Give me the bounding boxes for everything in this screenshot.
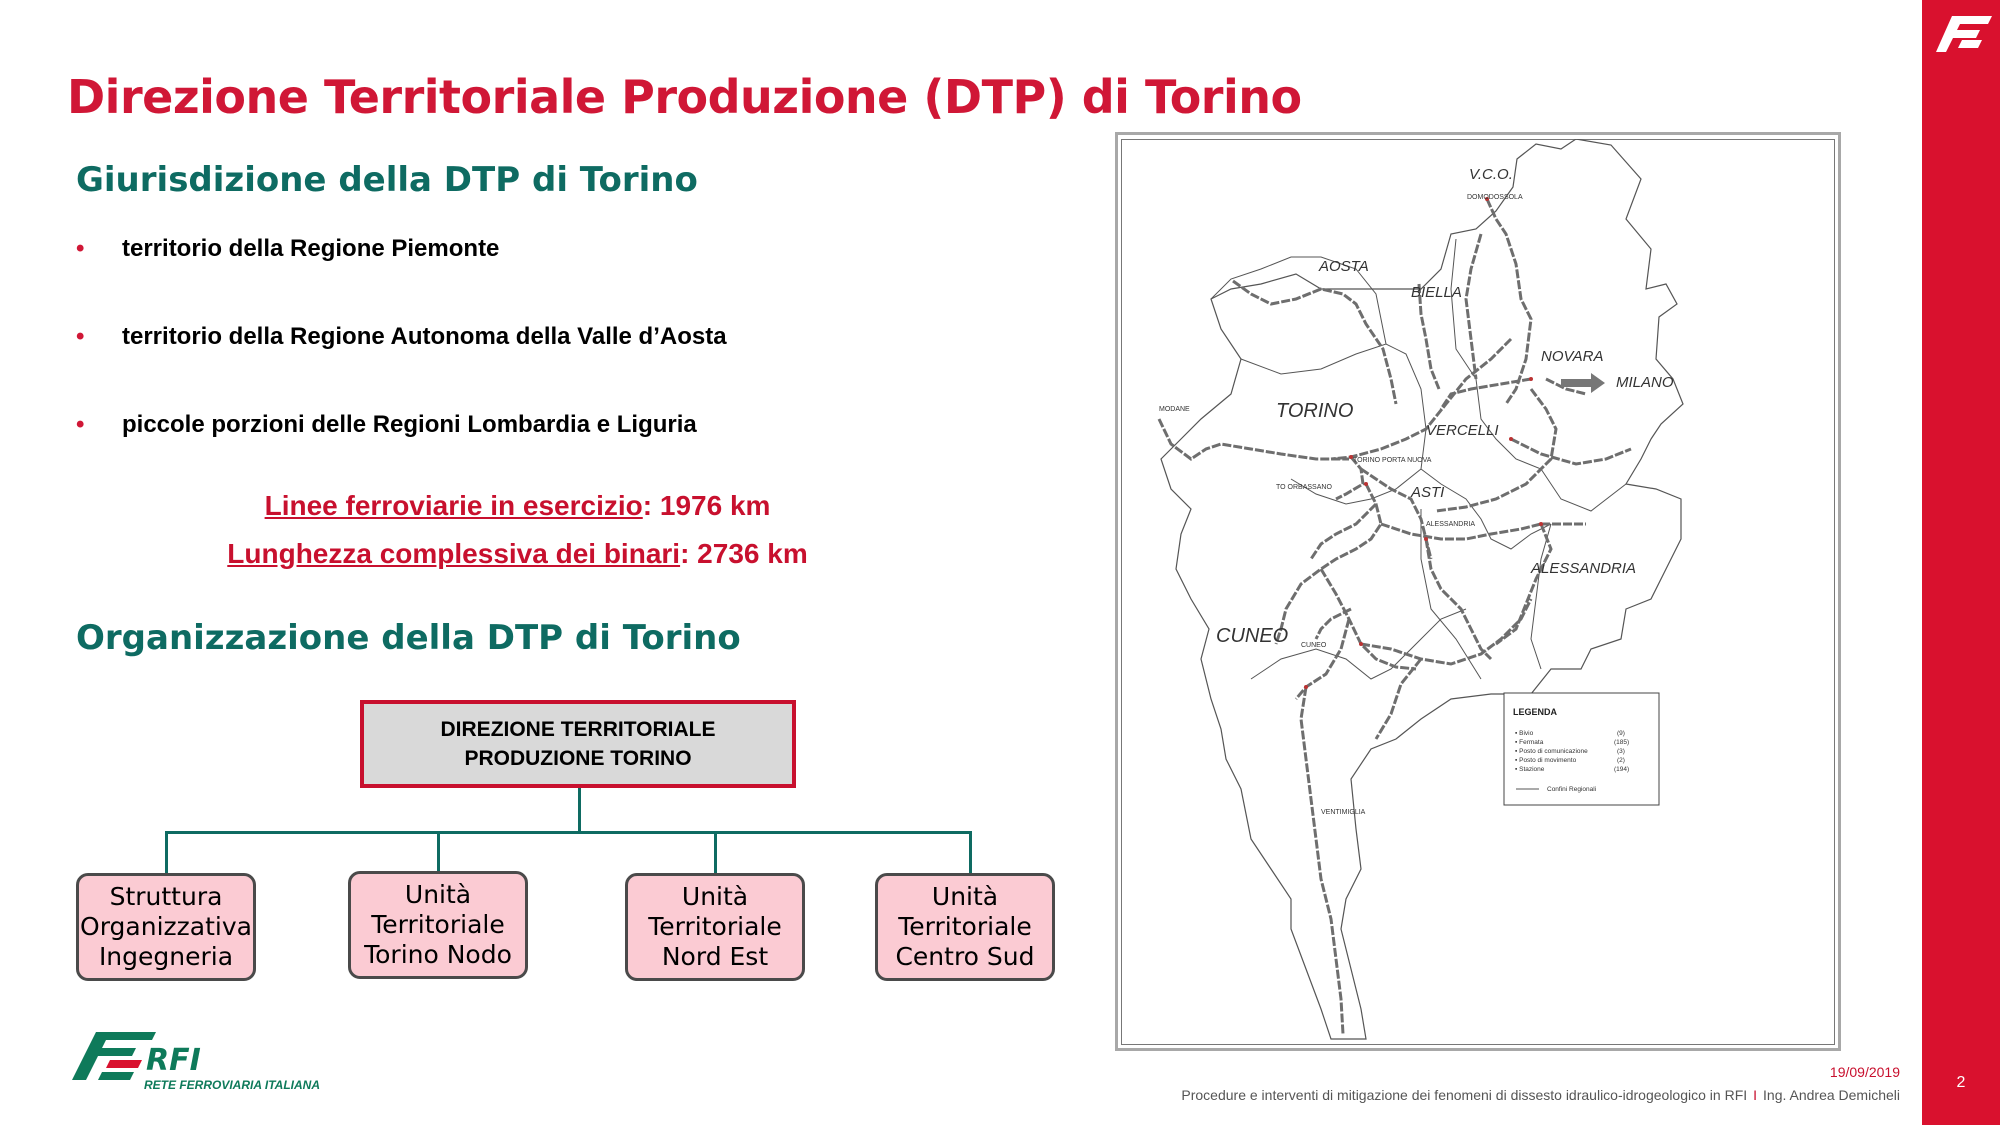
- unit-line: Unità: [931, 882, 999, 911]
- railway-line: [1376, 659, 1421, 739]
- railway-line: [1296, 619, 1349, 699]
- railway-line: [1466, 234, 1481, 379]
- railway-line: [1159, 419, 1349, 459]
- org-chart-head: [360, 700, 796, 788]
- org-connector: [714, 831, 717, 875]
- footer-date: 19/09/2019: [1829, 1064, 1900, 1080]
- org-head-line: PRODUZIONE TORINO: [464, 747, 692, 770]
- region-boundary: [1531, 524, 1551, 669]
- bullet-dot: •: [76, 323, 85, 350]
- unit-line: Territoriale: [371, 910, 505, 939]
- footer-title: Procedure e interventi di mitigazione dei fenomeni di dissesto idraulico-idrogeologico in RFI: [1181, 1087, 1748, 1103]
- unit-line: Centro Sud: [895, 942, 1035, 971]
- railway-line: [1426, 539, 1491, 659]
- bullet-text: piccole porzioni delle Regioni Lombardia e Liguria: [122, 411, 697, 438]
- stat-label: Linee ferroviarie in esercizio: [264, 490, 643, 521]
- stat-tracks-km: [0, 538, 1035, 570]
- brand-sidebar: [1922, 0, 2000, 1125]
- unit-line: Unità: [404, 880, 472, 909]
- section-heading-jurisdiction: Giurisdizione della DTP di Torino: [76, 160, 698, 200]
- map-region-label: MILANO: [1616, 374, 1674, 391]
- svg-text:(3): (3): [1617, 748, 1625, 755]
- stat-value: : 1976 km: [642, 490, 771, 521]
- map-city-label: VENTIMIGLIA: [1321, 809, 1366, 816]
- org-connector: [165, 831, 972, 834]
- unit-line: Nord Est: [661, 942, 769, 971]
- svg-text:(194): (194): [1614, 766, 1630, 773]
- bullet-text: territorio della Regione Autonoma della Valle d’Aosta: [122, 323, 727, 350]
- bullet-dot: •: [76, 235, 85, 262]
- railway-line: [1321, 569, 1416, 669]
- org-connector: [578, 788, 581, 832]
- rfi-logo: [66, 1030, 366, 1095]
- stat-value: : 2736 km: [680, 538, 808, 569]
- unit-line: Struttura: [109, 882, 223, 911]
- region-boundary: [1161, 139, 1683, 1039]
- railway-map: [1121, 139, 1835, 1045]
- legend-item: ▪ Posto di comunicazione: [1515, 748, 1588, 755]
- map-city-label: CUNEO: [1301, 642, 1327, 649]
- map-region-label: TORINO: [1276, 400, 1354, 422]
- footer-separator: I: [1753, 1087, 1758, 1103]
- footer-caption: [1181, 1087, 1900, 1103]
- map-region-label: V.C.O.: [1469, 166, 1513, 183]
- org-connector: [165, 831, 168, 875]
- slide-number: 2: [1956, 1074, 1966, 1091]
- section-heading-organization: Organizzazione della DTP di Torino: [76, 618, 741, 658]
- map-region-label: VERCELLI: [1426, 422, 1499, 439]
- org-connector: [969, 831, 972, 875]
- map-region-label: ALESSANDRIA: [1531, 560, 1637, 577]
- legend-boundary: Confini Regionali: [1547, 786, 1597, 793]
- map-region-label: BIELLA: [1411, 284, 1462, 301]
- map-region-label: NOVARA: [1541, 348, 1604, 365]
- rfi-logo-name: RFI: [146, 1043, 201, 1078]
- unit-line: Unità: [681, 882, 749, 911]
- unit-line: Territoriale: [898, 912, 1032, 941]
- unit-line: Territoriale: [648, 912, 782, 941]
- stat-lines-km: [0, 490, 1035, 522]
- bullet-item: [76, 235, 499, 263]
- railway-line: [1301, 687, 1343, 1034]
- railway-line: [1511, 439, 1631, 464]
- map-city-label: ALESSANDRIA: [1426, 521, 1476, 528]
- legend-item: ▪ Posto di movimento: [1515, 757, 1577, 764]
- svg-text:(185): (185): [1614, 739, 1630, 746]
- page-title: Direzione Territoriale Produzione (DTP) di Torino: [67, 70, 1302, 124]
- railway-line: [1361, 599, 1531, 664]
- rfi-logo-subtitle: RETE FERROVIARIA ITALIANA: [144, 1078, 320, 1092]
- region-boundary: [1421, 509, 1481, 679]
- bullet-dot: •: [76, 411, 85, 438]
- railway-line: [1233, 281, 1396, 404]
- railway-line: [1311, 504, 1376, 559]
- railway-line: [1487, 199, 1531, 404]
- stat-label: Lunghezza complessiva dei binari: [227, 538, 681, 569]
- map-city-label: TO ORBASSANO: [1276, 484, 1332, 491]
- org-unit-engineering: [76, 873, 256, 981]
- bullet-item: [76, 411, 697, 439]
- org-unit-centro-sud: [875, 873, 1055, 981]
- railway-line: [1496, 524, 1551, 644]
- legend-item: ▪ Stazione: [1515, 766, 1545, 773]
- svg-text:(2): (2): [1617, 757, 1625, 764]
- footer-author: Ing. Andrea Demicheli: [1763, 1087, 1900, 1103]
- legend-item: ▪ Fermata: [1515, 739, 1544, 746]
- fs-logo-icon: [1934, 10, 1994, 58]
- legend-item: ▪ Bivio: [1515, 730, 1534, 737]
- unit-line: Ingegneria: [98, 942, 234, 971]
- svg-text:(9): (9): [1617, 730, 1625, 737]
- map-region-label: CUNEO: [1216, 625, 1289, 647]
- map-city-label: DOMODOSSOLA: [1467, 194, 1523, 201]
- unit-line: Torino Nodo: [364, 940, 512, 969]
- legend-title: LEGENDA: [1513, 707, 1558, 717]
- bullet-text: territorio della Regione Piemonte: [122, 235, 500, 262]
- region-boundary: [1241, 344, 1426, 504]
- map-city-label: MODANE: [1159, 406, 1190, 413]
- unit-line: Organizzativa: [80, 912, 252, 941]
- org-head-line: DIREZIONE TERRITORIALE: [440, 718, 716, 741]
- railway-line: [1331, 339, 1511, 459]
- org-unit-nord-est: [625, 873, 805, 981]
- railway-line: [1436, 389, 1556, 511]
- org-unit-torino-nodo: [348, 871, 528, 979]
- org-connector: [437, 831, 440, 873]
- bullet-item: [76, 323, 727, 351]
- map-region-label: AOSTA: [1319, 258, 1369, 275]
- rfi-mark-icon: [72, 1032, 156, 1080]
- map-city-label: TORINO PORTA NUOVA: [1353, 457, 1432, 464]
- map-region-label: ASTI: [1411, 484, 1445, 501]
- map-legend: [1504, 693, 1659, 805]
